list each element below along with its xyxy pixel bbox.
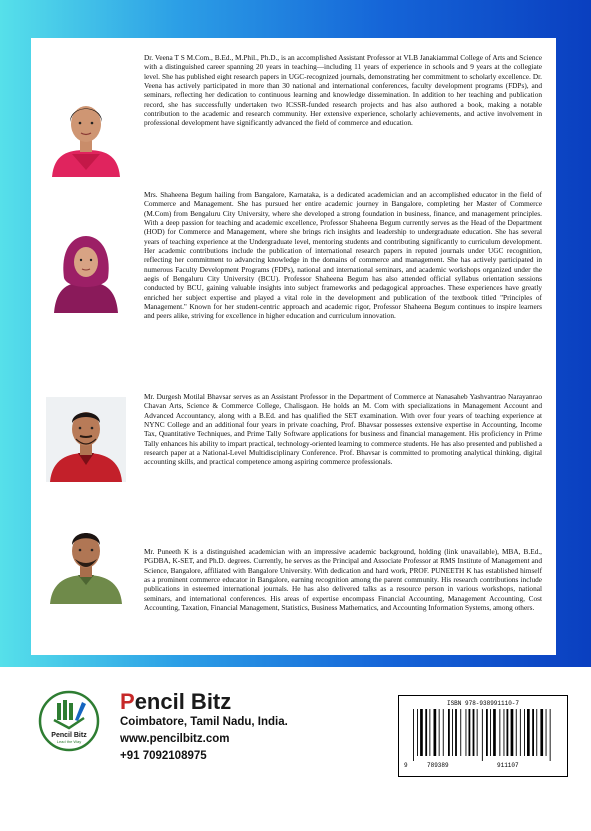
bio-text: Mrs. Shaheena Begum hailing from Bangalore, Karnataka, is a dedicated academician and an accomplished educator in the field of Commerce and Management. She has pursued her entire academic journey in Bangalore, completing her Master of Commerce (M.Com) from Bengaluru City University, where she developed a strong foundation in business, finance, and management principles. With a deep passion for teaching and academic excellence, Professor Shaheena Begum currently serves as the Head of the Department (HOD) for Commerce and Management, where she brings rich insights and leadership to undergraduate education. She has several years of teaching experience at the Undergraduate level, mentoring students and contributing significantly to curriculum development. Her academic contributions include the publication of international research papers in reputed journals under UGC recognition, reflecting her commitment to advancing knowledge in the domains of commerce and management. She has actively participated in numerous Faculty Development Programs (FDPs), national and international seminars, and academic workshops organized under the aegis of Bengaluru City University (BCU). Professor Shaheena Begum has also attended official syllabus orientation sessions conducted by BCU, gaining valuable insights into subject frameworks and pedagogical approaches. These experiences have greatly enriched her subject expertise and played a vital role in the development and publication of the textbook titled "Principles of Management." Known for her student-centric approach and academic rigor, Professor Shaheena Begum continues to inspire learners and peers alike, striving for excellence in higher education and curriculum innovation. <box>144 190 542 321</box>
barcode-bar <box>490 709 491 756</box>
publisher-name <box>120 690 231 714</box>
man-green-shirt-portrait-icon <box>46 519 126 604</box>
barcode-digits-mid: 789389 <box>427 762 449 769</box>
barcode-bar <box>499 709 500 756</box>
barcode-bars <box>413 709 553 761</box>
barcode-bar <box>540 709 543 756</box>
barcode-bar <box>524 709 525 756</box>
publisher-name-rest: encil Bitz <box>134 689 232 714</box>
isbn-barcode-icon <box>398 695 568 777</box>
barcode-bar <box>460 709 461 756</box>
barcode-bar <box>527 709 530 756</box>
bio-panel <box>31 38 556 655</box>
barcode-bar <box>466 709 467 756</box>
barcode-bar <box>469 709 471 756</box>
barcode-bar <box>482 709 483 761</box>
barcode-bar <box>473 709 475 756</box>
logo-text: Pencil Bitz <box>51 732 87 739</box>
barcode-bar <box>425 709 427 756</box>
barcode-bar <box>477 709 478 756</box>
barcode-bar <box>507 709 509 756</box>
pencil-bitz-logo-icon <box>38 690 100 752</box>
publisher-phone: +91 7092108975 <box>120 750 207 762</box>
publisher-website[interactable]: www.pencilbitz.com <box>120 733 230 745</box>
barcode-bar <box>439 709 440 756</box>
barcode-bar <box>532 709 534 756</box>
barcode-bar <box>429 709 430 756</box>
barcode-digits-right: 911107 <box>497 762 519 769</box>
barcode-digits-left: 9 <box>404 762 408 769</box>
barcode-bar <box>493 709 496 756</box>
publisher-location: Coimbatore, Tamil Nadu, India. <box>120 716 288 728</box>
barcode-bar <box>420 709 423 756</box>
bio-text: Mr. Puneeth K is a distinguished academician with an impressive academic background, holding (link unavailable), MBA, B.Ed., PGDBA, K-SET, and Ph.D. degrees. Currently, he serves as the Principal and Associate Professor at RMS Institute of Management and Science, Bangalore, affiliated with Bangalore University. With dedication and hard work, PROF. PUNEETH K has established himself as a prominent commerce educator in Bangalore, earning recognition among the parent community. His research contributions include publications in esteemed international journals. He has also delivered talks as a resource person in various workshops, national seminars, and international conferences. His areas of expertise encompass Financial Accounting, Management Accounting, Cost Accounting, Taxation, Financial Management, Statistics, Business Mathematics, and Accounting Information Systems, among others. <box>144 547 542 613</box>
barcode-bar <box>452 709 453 756</box>
barcode-bar <box>413 709 414 761</box>
isbn-number: ISBN 978-938991110-7 <box>446 700 519 707</box>
barcode-bar <box>520 709 521 756</box>
logo-tagline: Lead the Way <box>56 739 82 744</box>
barcode-bar <box>448 709 450 756</box>
barcode-bar <box>434 709 437 756</box>
barcode-bar <box>455 709 457 756</box>
woman-hijab-portrait-icon <box>46 228 126 313</box>
barcode-bar <box>536 709 537 756</box>
bio-text: Mr. Durgesh Motilal Bhavsar serves as an Assistant Professor in the Department of Commerce at Nanasaheb Yashvantrao Narayanrao Chavan Arts, Science & Commerce College, Chalisgaon. He holds an M. Com with specializations in Management Account and Advanced Accountancy, along with a B.Ed. and has qualified the SET examination. With over four years of teaching experience at NYNC College and an additional four years in private coaching, Prof. Bhavsar possesses extensive expertise in Accounting, Income Tax, Quantitative Techniques, and Prime Tally Software applications for business and financial management. His proficiency in Prime Tally enhances his ability to impart practical, technology-oriented learning to commerce students. He has also presented and published a research paper at a National-Level Multidisciplinary Conference. Prof. Bhavsar is committed to promoting analytical thinking, digital accounting skills, and practical competence among aspiring commerce professionals. <box>144 392 542 467</box>
man-red-shirt-portrait-icon <box>46 397 126 482</box>
barcode-bar <box>546 709 547 756</box>
barcode-bar <box>550 709 551 761</box>
barcode-bar <box>443 709 444 756</box>
bio-text: Dr. Veena T S M.Com., B.Ed., M.Phil., Ph.D., is an accomplished Assistant Professor at VLB Janakiammal College of Arts and Science with a distinguished career spanning 20 years in teaching—including 11 years of experience in schools and 9 years at the collegiate level. She has published eight research papers in UGC-recognized journals, demonstrating her commitment to scholarly excellence. Dr. Veena has actively participated in more than 30 national and international conferences, faculty development programs (FDPs), and seminars, reflecting her dedication to continuous learning and knowledge dissemination. In addition to her teaching and publication record, she has successfully undertaken two ICSSR-funded research projects and has also authored a book, making a notable contribution to the academic and research community. Her extensive experience, scholarly achievements, and active involvement in professional development have significantly advanced the field of commerce and education. <box>144 53 542 128</box>
barcode-bar <box>504 709 505 756</box>
publisher-name-initial: P <box>120 689 135 714</box>
barcode-bar <box>511 709 514 756</box>
barcode-bar <box>516 709 517 756</box>
barcode-bar <box>486 709 488 756</box>
woman-portrait-icon <box>46 92 126 177</box>
barcode-bar <box>417 709 418 756</box>
